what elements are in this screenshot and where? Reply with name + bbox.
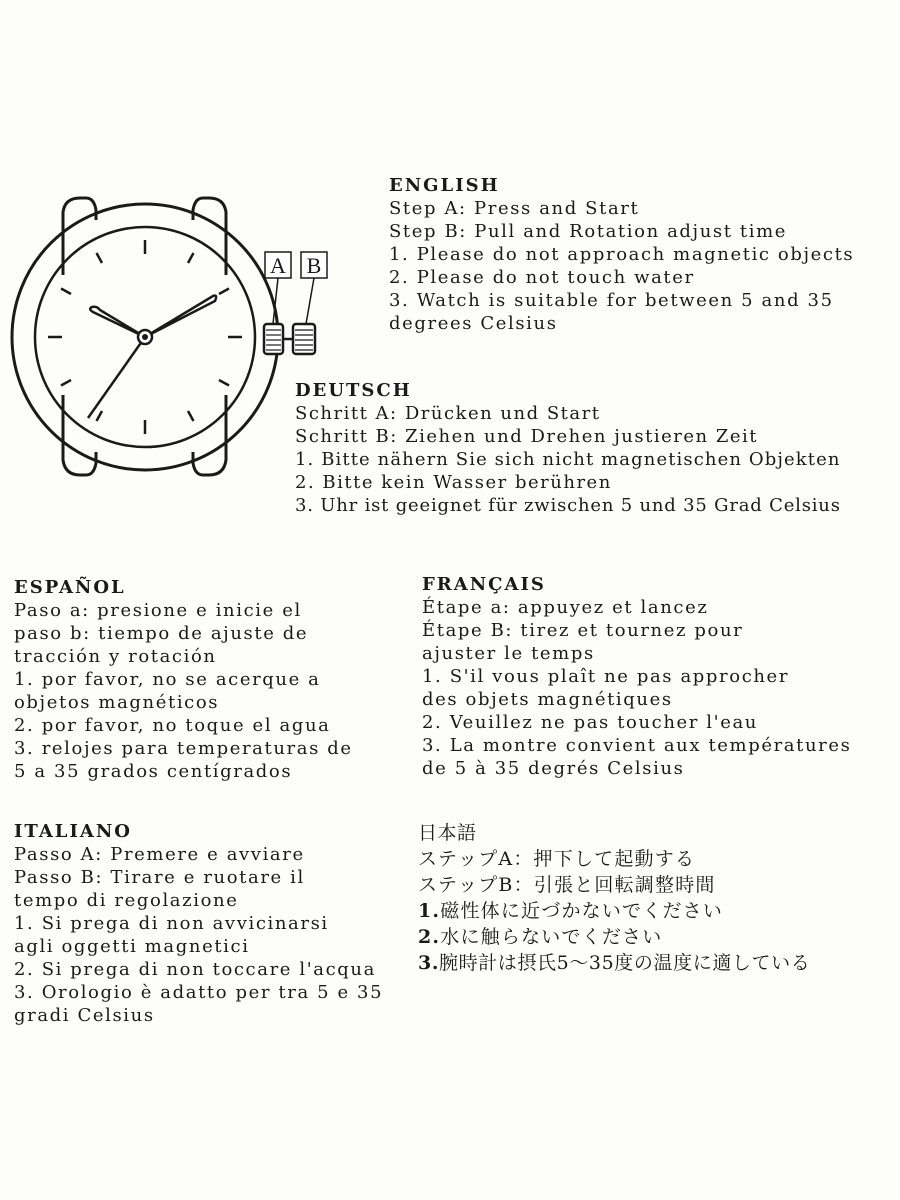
section-espanol — [14, 576, 353, 783]
japanese-item-text: 水に触らないでください — [440, 926, 663, 948]
francais-line: 3. La montre convient aux températures — [422, 735, 852, 756]
japanese-step-a-prefix: ステップA： — [418, 848, 534, 870]
english-line: Step B: Pull and Rotation adjust time — [389, 221, 788, 242]
label-b: B — [306, 253, 322, 278]
espanol-line: 3. relojes para temperaturas de — [14, 738, 353, 759]
heading-italiano: ITALIANO — [14, 821, 132, 842]
english-line: 2. Please do not touch water — [389, 267, 695, 288]
english-line: 1. Please do not approach magnetic objects — [389, 244, 855, 265]
deutsch-line: Schritt A: Drücken und Start — [295, 403, 601, 424]
italiano-line: Passo A: Premere e avviare — [14, 844, 305, 865]
bottom-left-lug — [63, 395, 96, 475]
espanol-line: objetos magnéticos — [14, 692, 220, 713]
japanese-step-a — [418, 846, 810, 872]
top-left-lug — [63, 198, 96, 275]
espanol-line: 5 a 35 grados centígrados — [14, 761, 293, 782]
italiano-line: 2. Si prega di non toccare l'acqua — [14, 959, 376, 980]
top-right-lug — [193, 198, 226, 275]
deutsch-line: Schritt B: Ziehen und Drehen justieren Zeit — [295, 426, 758, 447]
section-deutsch — [295, 379, 841, 517]
italiano-line: 1. Si prega di non avvicinarsi — [14, 913, 329, 934]
deutsch-line: 3. Uhr ist geeignet für zwischen 5 und 35 Grad Celsius — [295, 495, 841, 516]
bottom-right-lug — [193, 395, 226, 475]
francais-line: Étape B: tirez et tournez pour — [422, 620, 744, 641]
japanese-step-a-text: 押下して起動する — [533, 848, 696, 870]
heading-espanol: ESPAÑOL — [14, 577, 126, 598]
francais-line: des objets magnétiques — [422, 689, 673, 710]
japanese-item — [418, 898, 810, 924]
center-pin — [142, 334, 148, 340]
francais-line: Étape a: appuyez et lancez — [422, 597, 709, 618]
crown-a — [264, 324, 283, 354]
italiano-line: tempo di regolazione — [14, 890, 239, 911]
hour-hand — [90, 307, 145, 337]
heading-english: ENGLISH — [389, 175, 500, 196]
espanol-line: 1. por favor, no se acerque a — [14, 669, 321, 690]
section-italiano — [14, 820, 383, 1027]
leader-line-b — [306, 278, 314, 324]
espanol-line: Paso a: presione e inicie el — [14, 600, 302, 621]
espanol-line: 2. por favor, no toque el agua — [14, 715, 331, 736]
heading-deutsch: DEUTSCH — [295, 380, 412, 401]
minute-hand — [145, 296, 216, 337]
italiano-line: Passo B: Tirare e ruotare il — [14, 867, 305, 888]
japanese-item — [418, 924, 810, 950]
deutsch-line: 1. Bitte nähern Sie sich nicht magnetischen Objekten — [295, 449, 841, 470]
japanese-item-text: 腕時計は摂氏5～35度の温度に適している — [439, 952, 811, 974]
label-a: A — [270, 253, 286, 278]
japanese-item — [418, 950, 810, 976]
espanol-line: tracción y rotación — [14, 646, 217, 667]
espanol-line: paso b: tiempo de ajuste de — [14, 623, 309, 644]
section-francais — [422, 573, 851, 780]
italiano-line: gradi Celsius — [14, 1005, 155, 1026]
japanese-item-number: 1. — [418, 900, 441, 922]
japanese-item-text: 磁性体に近づかないでください — [440, 900, 724, 922]
japanese-item-number: 2. — [418, 926, 441, 948]
francais-line: 1. S'il vous plaît ne pas approcher — [422, 666, 790, 687]
second-hand — [88, 337, 145, 418]
japanese-step-b-prefix: ステップB： — [418, 874, 534, 896]
italiano-line: 3. Orologio è adatto per tra 5 e 35 — [14, 982, 384, 1003]
crown-b — [283, 324, 315, 354]
deutsch-line: 2. Bitte kein Wasser berühren — [295, 472, 612, 493]
japanese-step-b — [418, 872, 810, 898]
japanese-step-b-text: 引張と回転調整時間 — [533, 874, 716, 896]
italiano-line: agli oggetti magnetici — [14, 936, 250, 957]
francais-line: de 5 à 35 degrés Celsius — [422, 758, 685, 779]
japanese-item-number: 3. — [418, 952, 440, 974]
heading-francais: FRANÇAIS — [422, 574, 546, 595]
section-english — [389, 174, 854, 335]
section-japanese — [418, 820, 810, 976]
francais-line: ajuster le temps — [422, 643, 595, 664]
heading-japanese: 日本語 — [418, 822, 477, 844]
english-line: 3. Watch is suitable for between 5 and 35 — [389, 290, 834, 311]
english-line: Step A: Press and Start — [389, 198, 640, 219]
francais-line: 2. Veuillez ne pas toucher l'eau — [422, 712, 758, 733]
english-line: degrees Celsius — [389, 313, 558, 334]
